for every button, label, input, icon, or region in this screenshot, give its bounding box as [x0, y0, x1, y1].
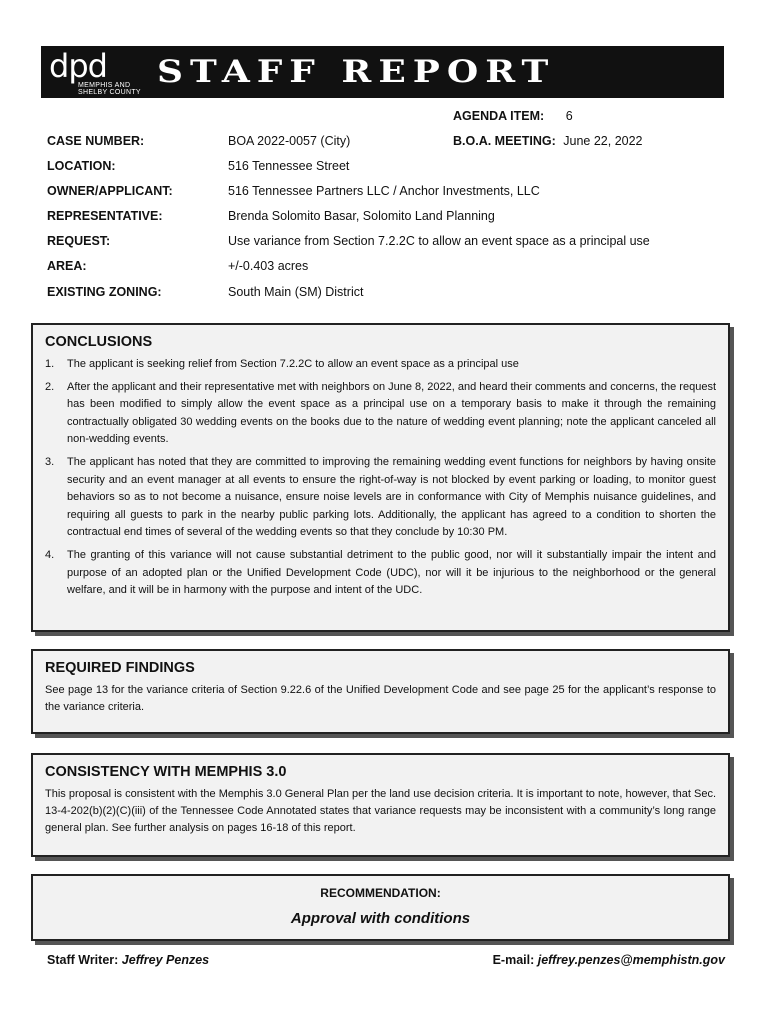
request-value: Use variance from Section 7.2.2C to allow an event space as a principal use: [228, 234, 650, 248]
dpd-logo: [41, 46, 151, 98]
zoning-value: South Main (SM) District: [228, 285, 364, 299]
staff-writer-label: Staff Writer:: [47, 953, 119, 967]
boa-meeting-value: June 22, 2022: [563, 134, 643, 148]
conclusions-list: [45, 356, 716, 600]
list-item-text: The applicant is seeking relief from Section 7.2.2C to allow an event space as a principal use: [67, 358, 519, 370]
list-item: [45, 356, 716, 374]
list-item-number: 3.: [45, 455, 55, 468]
location-value: 516 Tennessee Street: [228, 159, 350, 173]
consistency-title: CONSISTENCY WITH MEMPHIS 3.0: [45, 764, 287, 780]
logo-subtitle: [78, 82, 141, 96]
required-findings-section: [31, 649, 730, 734]
email-label: E-mail:: [492, 953, 535, 967]
case-number-label: CASE NUMBER:: [47, 134, 145, 148]
findings-text: See page 13 for the variance criteria of Section 9.22.6 of the Unified Development Code and see page 25 for the applicant’s response to the variance criteria.: [45, 684, 716, 713]
request-label: REQUEST:: [47, 234, 111, 248]
list-item: [45, 547, 716, 600]
owner-value: 516 Tennessee Partners LLC / Anchor Investments, LLC: [228, 184, 540, 198]
conclusions-section: [31, 323, 730, 632]
list-item-number: 4.: [45, 548, 55, 561]
list-item-number: 1.: [45, 358, 55, 370]
staff-writer-name: Jeffrey Penzes: [121, 953, 210, 967]
findings-title: REQUIRED FINDINGS: [45, 660, 195, 676]
staff-email: [493, 953, 725, 967]
boa-meeting: [453, 133, 643, 149]
zoning-label: EXISTING ZONING:: [47, 285, 162, 299]
boa-meeting-label: B.O.A. MEETING:: [453, 134, 556, 148]
consistency-section: [31, 753, 730, 857]
consistency-text: This proposal is consistent with the Memphis 3.0 General Plan per the land use decision criteria. It is important to note, however, that Sec. 13-4-202(b)(2)(C)(iii) of the Tennessee Code Annotated states that variance requests may be inconsistent with a community’s long range general plan. See further analysis on pages 16-18 of this report.: [45, 788, 716, 834]
list-item: [45, 454, 716, 542]
logo-sub-line1: MEMPHIS AND: [78, 82, 131, 89]
conclusions-title: CONCLUSIONS: [45, 334, 153, 350]
email-link[interactable]: jeffrey.penzes@memphistn.gov: [537, 953, 725, 967]
list-item-text: The granting of this variance will not cause substantial detriment to the public good, nor will it substantially impair the intent and purpose of an adopted plan or the Unified Development Code (UDC), nor will it be injurious to the neighborhood or the general welfare, and it will be in harmony with the purpose and intent of the UDC.: [67, 548, 716, 597]
agenda-item-value: 6: [565, 109, 573, 123]
agenda-item: [453, 108, 573, 124]
recommendation-label: RECOMMENDATION:: [320, 886, 441, 900]
staff-writer: [47, 953, 209, 967]
list-item: [45, 379, 716, 449]
location-label: LOCATION:: [47, 159, 116, 173]
recommendation-value: Approval with conditions: [290, 910, 471, 927]
agenda-item-label: AGENDA ITEM:: [453, 109, 545, 123]
list-item-text: The applicant has noted that they are committed to improving the remaining wedding event functions for neighbors by having onsite security and an event manager at all events to ensure the right-of-way is not blocked by event parking or loading, to monitor guest behaviors so as to not become a nuisance, ensure noise levels are in conformance with City of Memphis nuisance guidelines, and requiring all guests to park in the nearby public parking lots. Additionally, the applicant has agreed to a condition to shorten the contractual end times of several of the wedding events so that they conclude by 10:30 PM.: [67, 455, 716, 539]
representative-label: REPRESENTATIVE:: [47, 209, 163, 223]
report-title: STAFF REPORT: [157, 54, 556, 90]
logo-sub-line2: SHELBY COUNTY: [78, 89, 141, 96]
list-item-text: After the applicant and their representative met with neighbors on June 8, 2022, and heard their comments and concerns, the request has been modified to simply allow the event space as a principal use on a temporary basis to make it through the remaining contractually obligated 30 wedding events on the books due to the nature of wedding event planning; note the applicant canceled all non-wedding events.: [67, 380, 716, 446]
logo-mark: dpd: [49, 47, 107, 85]
representative-value: Brenda Solomito Basar, Solomito Land Planning: [228, 209, 495, 223]
owner-label: OWNER/APPLICANT:: [47, 184, 173, 198]
area-value: +/-0.403 acres: [228, 259, 309, 273]
area-label: AREA:: [47, 259, 87, 273]
recommendation-section: [31, 874, 730, 941]
list-item-number: 2.: [45, 380, 55, 393]
report-banner: [41, 46, 724, 98]
case-number-value: BOA 2022-0057 (City): [228, 134, 351, 148]
